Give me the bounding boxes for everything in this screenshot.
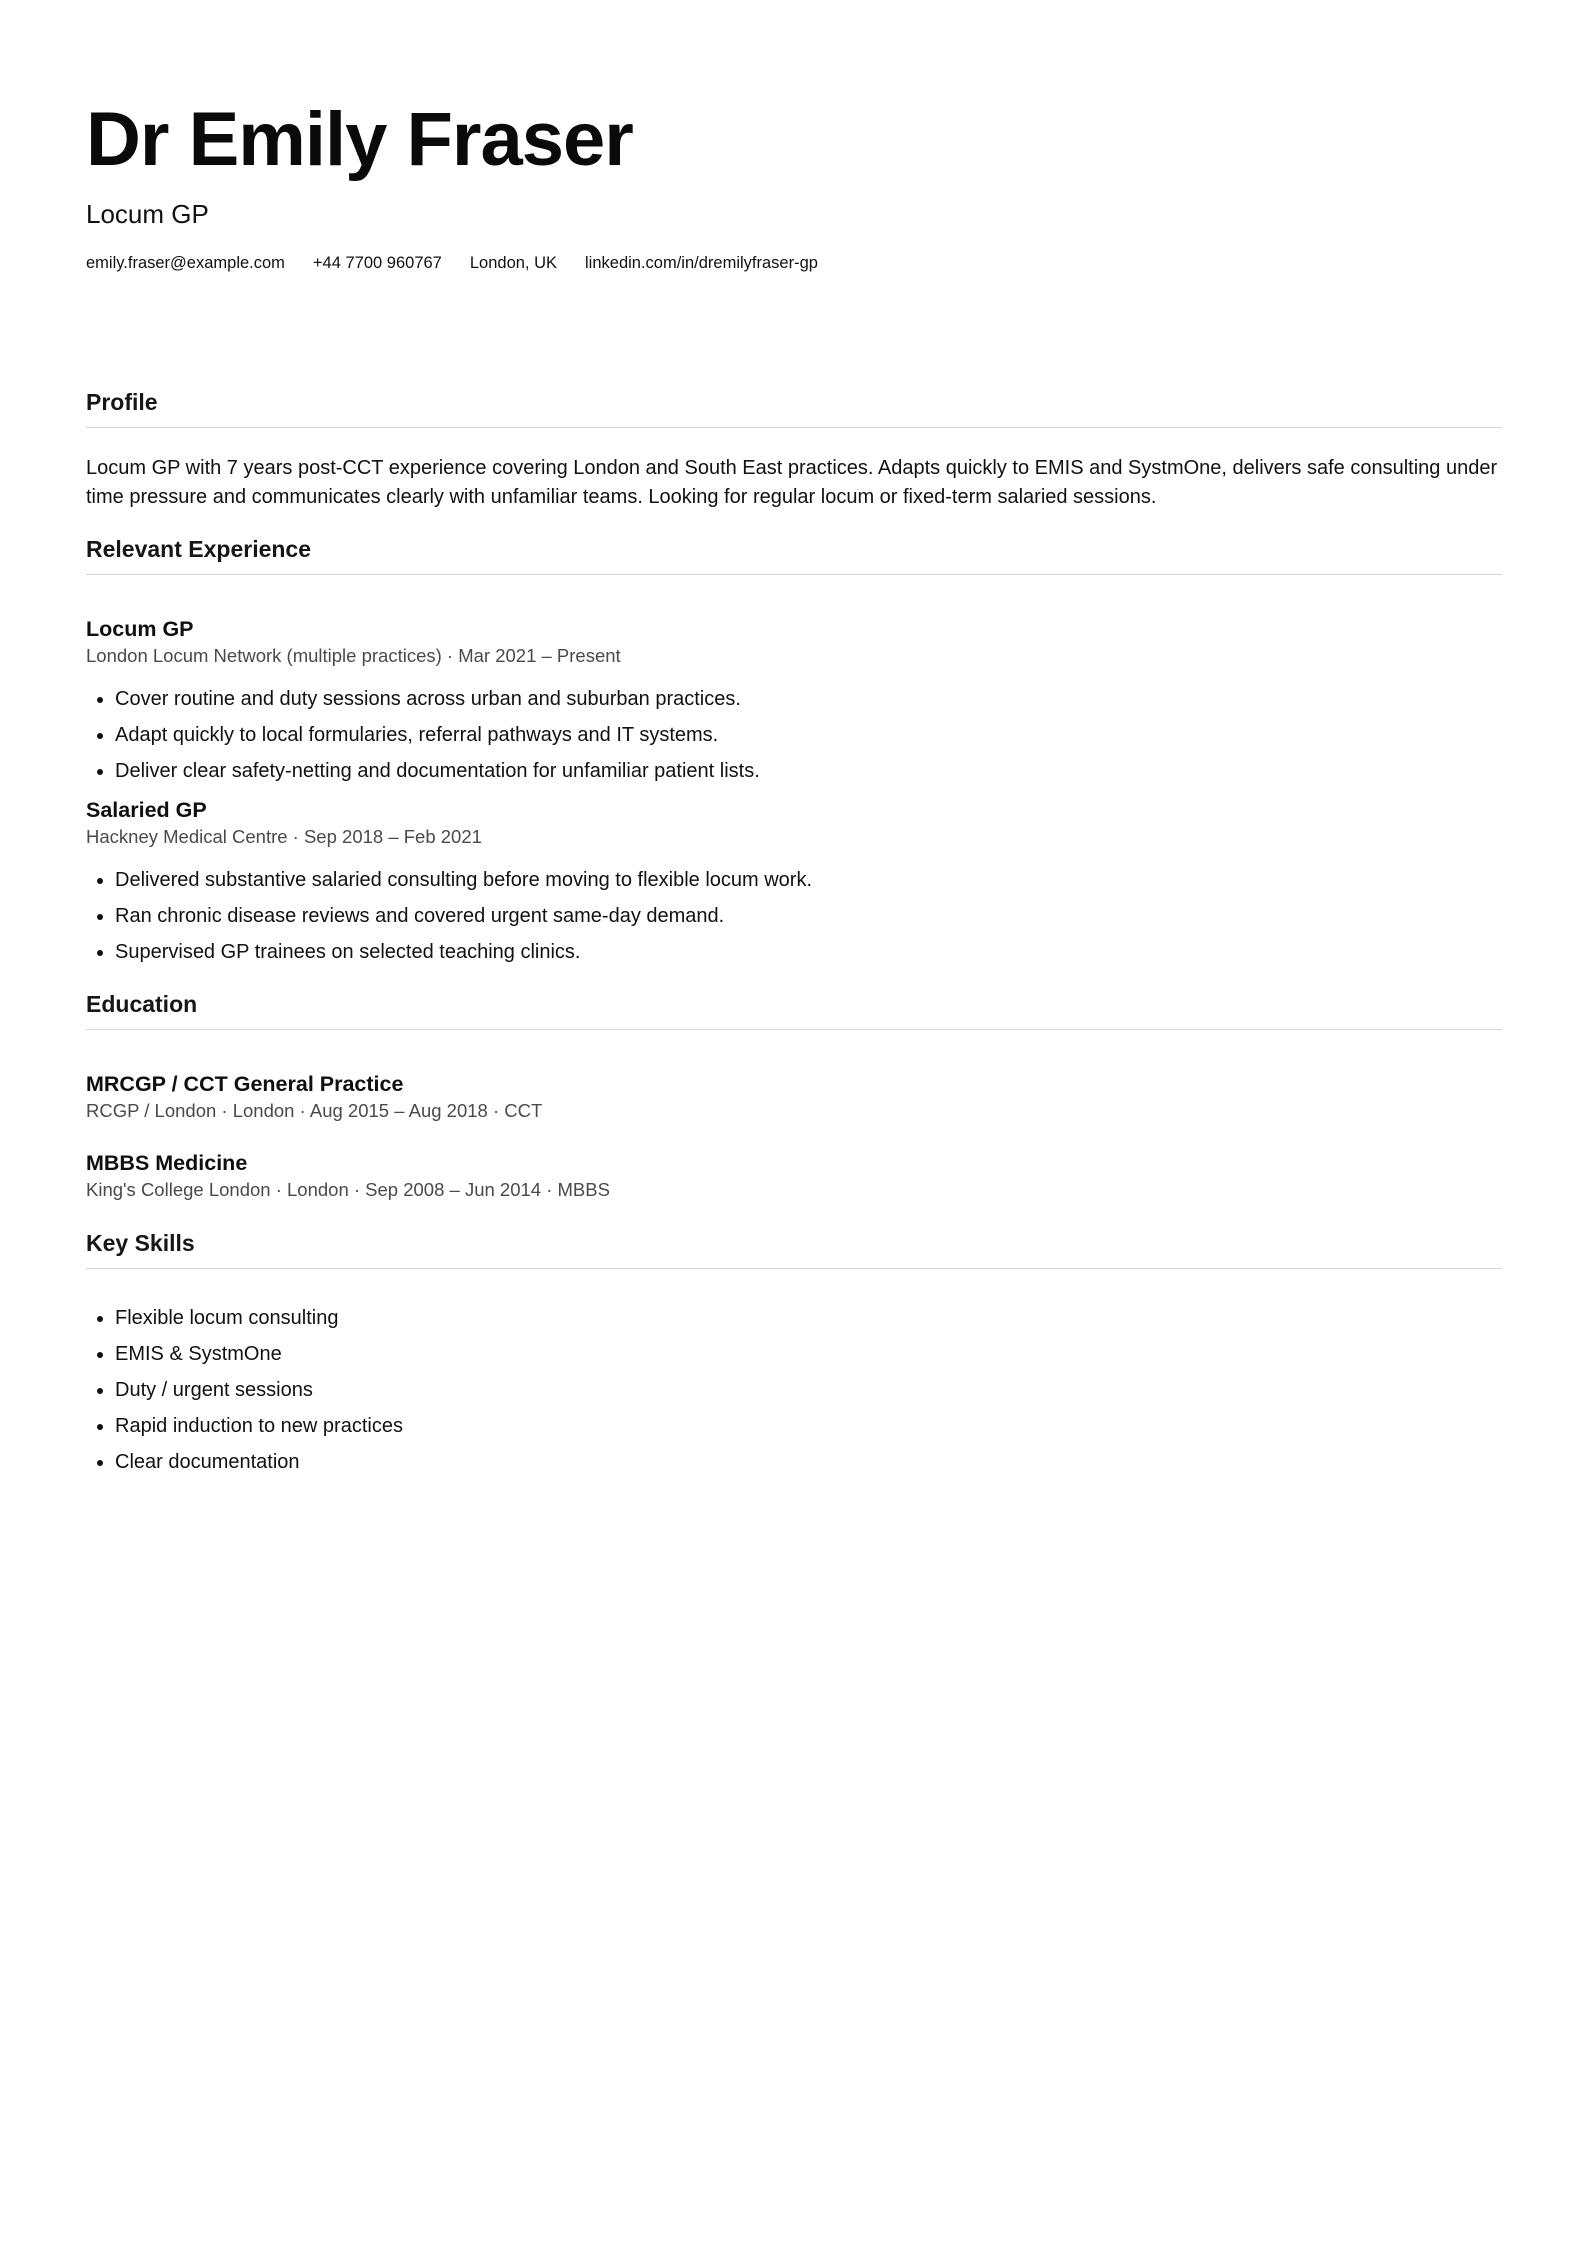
job-bullet: • Deliver clear safety-netting and documentation for unfamiliar patient lists. [115,758,1502,784]
resume-header [86,96,1502,274]
contact-email: emily.fraser@example.com [86,254,285,272]
candidate-name: Dr Emily Fraser [86,97,633,182]
job-bullets [86,867,1502,965]
job-bullets [86,686,1502,784]
education-meta: King's College London · London · Sep 2008 – Jun 2014 · MBBS [86,1179,610,1200]
section-title-education: Education [86,989,1502,1030]
job-meta: Hackney Medical Centre · Sep 2018 – Feb 2021 [86,826,482,847]
profile-summary: Locum GP with 7 years post-CCT experience covering London and South East practices. Adapts quickly to EMIS and SystmOne, delivers safe consulting under time pressure and communicates clearly with unfamiliar teams. Looking for regular locum or fixed-term salaried sessions. [86,457,1498,508]
skills-section [86,1228,1502,1475]
job-meta: London Locum Network (multiple practices) · Mar 2021 – Present [86,645,621,666]
skill-item: • Duty / urgent sessions [115,1377,1502,1403]
job-bullet: • Delivered substantive salaried consulting before moving to flexible locum work. [115,867,1502,893]
education-title: MBBS Medicine [86,1151,248,1175]
job-bullet: • Adapt quickly to local formularies, referral pathways and IT systems. [115,722,1502,748]
skill-item: • EMIS & SystmOne [115,1341,1502,1367]
education-section [86,989,1502,1202]
contact-location: London, UK [469,254,558,272]
section-title-experience: Relevant Experience [86,534,1502,575]
job-bullet: • Cover routine and duty sessions across urban and suburban practices. [115,686,1502,712]
education-entry [86,1149,1502,1202]
skills-list [86,1305,1502,1475]
section-title-skills: Key Skills [86,1228,1502,1269]
candidate-role: Locum GP [86,199,209,229]
skill-item: • Clear documentation [115,1449,1502,1475]
skill-item: • Flexible locum consulting [115,1305,1502,1331]
job-entry [86,615,1502,784]
contact-info [86,252,1502,274]
job-bullet: • Supervised GP trainees on selected teaching clinics. [115,939,1502,965]
resume-page [86,96,1502,1485]
education-title: MRCGP / CCT General Practice [86,1072,404,1096]
contact-linkedin: linkedin.com/in/dremilyfraser-gp [585,254,818,272]
section-title-profile: Profile [86,387,1502,428]
experience-section [86,534,1502,965]
job-title: Salaried GP [86,798,207,822]
job-entry [86,796,1502,965]
contact-phone: +44 7700 960767 [312,254,442,272]
education-entry [86,1070,1502,1123]
job-title: Locum GP [86,617,194,641]
job-bullet: • Ran chronic disease reviews and covered urgent same-day demand. [115,903,1502,929]
education-meta: RCGP / London · London · Aug 2015 – Aug 2018 · CCT [86,1100,543,1121]
profile-section [86,387,1502,512]
skill-item: • Rapid induction to new practices [115,1413,1502,1439]
